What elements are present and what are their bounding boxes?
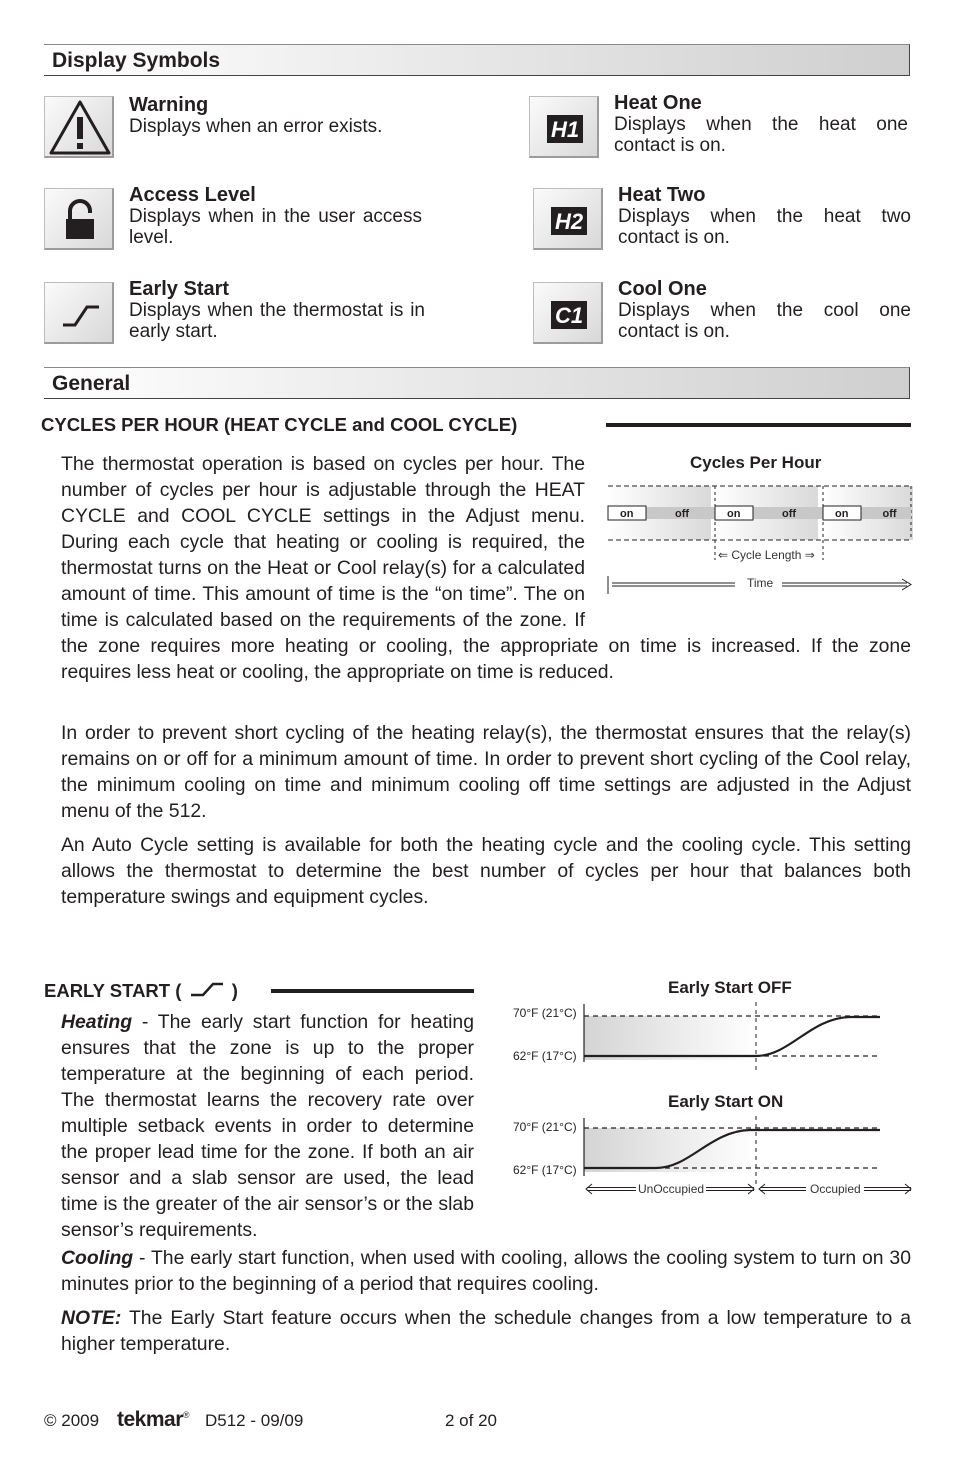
note-paragraph [61,1305,911,1357]
access-level-symbol-box [44,188,114,250]
section-title: Display Symbols [52,49,221,72]
brand-name: tekmar [117,1408,183,1431]
cool-one-symbol-box [533,282,603,344]
cycles-per-hour-heading: CYCLES PER HOUR (HEAT CYCLE and COOL CYCLE) [41,414,518,435]
cycle-length-label: ⇐ Cycle Length ⇒ [718,548,815,562]
c1-icon [534,283,604,345]
footer-doc-number: D512 - 09/09 [205,1411,304,1430]
time-axis-label: Time [747,576,774,590]
symbol-desc-warning: Displays when an error exists. [129,116,383,137]
section-header-general [44,367,910,399]
early-start-heading-close: ) [231,980,238,1001]
early-start-symbol-box [44,282,114,344]
early-off-low-label: 62°F (17°C) [513,1049,577,1063]
early-start-heading [44,980,238,1002]
early-start-icon [187,980,227,1000]
h2-icon [534,189,604,251]
cycles-paragraph-3: An Auto Cycle setting is available for both the heating cycle and the cooling cycle. This setting allows the thermostat to determine the best number of cycles per hour that balances both temperature swings and equipment cycles. [61,834,911,908]
early-on-low-label: 62°F (17°C) [513,1163,577,1177]
occupied-label: Occupied [810,1182,861,1196]
early-on-high-label: 70°F (21°C) [513,1120,577,1134]
symbol-desc-heat-one: Displays when the heat one contact is on. [614,114,908,156]
early-start-heading-text: EARLY START ( [44,980,182,1001]
cooling-label: Cooling [61,1247,134,1269]
h1-icon [530,97,600,159]
footer-copyright: © 2009 [44,1411,100,1430]
cycles-diagram-title: Cycles Per Hour [690,453,822,472]
note-label: NOTE: [61,1307,122,1329]
symbol-title-warning: Warning [129,94,209,116]
early-start-off-title: Early Start OFF [668,978,792,997]
warning-triangle-icon [45,97,115,159]
early-start-on-title: Early Start ON [668,1092,784,1111]
heading-rule [271,989,474,993]
section-header-display-symbols [44,44,910,76]
cycles-paragraph-1-text: The thermostat operation is based on cycles per hour. The number of cycles per hour is adjustable through the HEAT CYCLE and COOL CYCLE settings in the Adjust menu. During each cycle that heating or cooling is required, the thermostat turns on the Heat or Cool relay(s) for a calculated amount of time. This amount of time is the “on time”. The on time is calculated based on the requirements of the zone. If the zone requires more heating or cooling, the appropriate on time is increased. If the zone requires less heat or cooling, the appropriate on time is reduced. [61,453,911,683]
warning-symbol-box [44,96,114,158]
symbol-desc-heat-two: Displays when the heat two contact is on. [618,206,911,248]
section-title: General [52,372,131,395]
symbol-title-early-start: Early Start [129,278,230,300]
early-start-off-graph [580,1000,885,1072]
symbol-title-heat-one: Heat One [614,92,702,114]
cycles-paragraph-1 [61,451,911,685]
off-label: off [674,508,690,520]
off-label: off [781,508,797,520]
heat-two-symbol-box [533,188,603,250]
cycles-paragraph-2: In order to prevent short cycling of the heating relay(s), the thermostat ensures that the relay(s) remains on or off for a minimum amount of time. In order to prevent short cycling of the Cool relay, the minimum cooling on time and minimum cooling off time settings are adjusted in the Adjust menu of the 512. [61,722,911,822]
heat-one-symbol-box [529,96,599,158]
symbol-title-access-level: Access Level [129,184,256,206]
symbol-title-heat-two: Heat Two [618,184,706,206]
heating-paragraph [61,1009,474,1243]
early-start-icon [45,283,115,345]
symbol-desc-access-level: Displays when in the user access level. [129,206,422,248]
on-label: on [620,508,634,520]
heating-label: Heating [61,1011,133,1033]
unoccupied-label: UnOccupied [638,1182,705,1196]
registered-mark: ® [182,1410,190,1420]
early-off-high-label: 70°F (21°C) [513,1006,577,1020]
diagram-float-spacer [585,451,911,633]
symbol-desc-cool-one: Displays when the cool one contact is on. [618,300,911,342]
cooling-paragraph [61,1245,911,1297]
footer-page-number: 2 of 20 [445,1411,497,1430]
off-label: off [882,508,897,520]
tekmar-logo [117,1408,189,1432]
on-label: on [727,508,741,520]
on-label: on [835,508,849,520]
note-text: The Early Start feature occurs when the schedule changes from a low temperature to a higher temperature. [61,1307,911,1355]
svg-text:C1: C1 [554,303,584,328]
symbol-desc-early-start: Displays when the thermostat is in early start. [129,300,425,342]
svg-text:H2: H2 [554,209,584,234]
heating-text: - The early start function for heating ensures that the zone is up to the proper temperature at the beginning of each period. The thermostat learns the recovery rate over multiple setback events in order to determine the proper lead time for the zone. If both an air sensor and a slab sensor are used, the lead time is the greater of the air sensor’s or the slab sensor’s requirements. [61,1011,474,1241]
svg-text:H1: H1 [550,117,580,142]
heading-rule [606,423,911,427]
cooling-text: - The early start function, when used with cooling, allows the cooling system to turn on 30 minutes prior to the beginning of a period that requires cooling. [61,1247,911,1295]
padlock-icon [45,189,115,251]
symbol-title-cool-one: Cool One [618,278,707,300]
early-start-on-graph [580,1114,885,1186]
occupancy-arrows [584,1181,918,1197]
